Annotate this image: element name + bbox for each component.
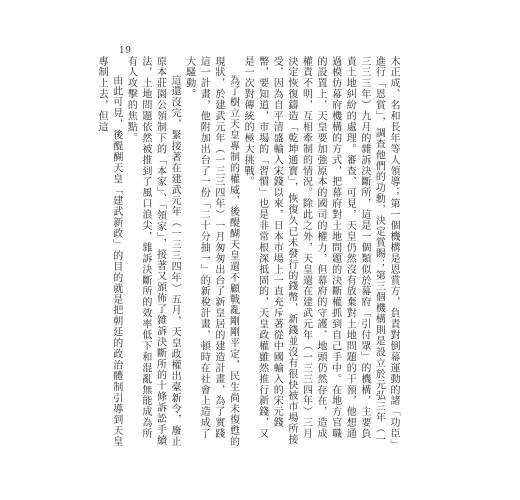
vertical-text-body	[96, 56, 400, 450]
page-number: 19	[119, 46, 132, 56]
paragraph: 這還沒完，緊接著在建武元年（一三三四年）五月，天皇政權出臺新令，廢止原本莊園公領制下的「本家」、「領家」，接著又頒佈了雜訴決斷所的十條訴訟手續法，土地問題依然被推到了風口浪尖，雜訴決斷所的效率低下和混亂無能成為所有人攻擊的焦點。	[125, 56, 181, 448]
paragraph: 木正成、名和長年等人領導；第一個機構是恩賞方，負責對倒幕運動的諸「功臣」進行「恩賞」，調查他們的功勳，決定賞賜；第三個機構則是設立於元弘三年（一三三三年）九月的雜訴決斷所，這是一個類似於幕府「引付眾」的機構，主要負責土地糾紛的處理。審查、可見，天皇仍然沒有放棄對土地問題的干預，他想通過模仿幕府機構的方式，把幕府對土地問題的決斷權抓到自己手中。在地方官職的設置上，天皇要加強原本的國司的權力，但幕府的守護、地頭仍然存在，造成權責不明，互相牽制的情況。除此之外，天皇還在建武元年（一三三四年）三月決定恢復鑄造「乾坤通寶」，恢復久已未發行的錢幣，新錢並沒有很快被市場所接受，因為自平清盛輸入宋錢以來，日本市場上一直充斥著從中國輸入的宋元錢幣，要知道，市場的「習慣」也是非常根深抵固的，天皇政權雖然推行新錢，又是一次對傳統的極大挑戰。	[242, 56, 399, 446]
paragraph: 由此可見，後醍醐天皇「建武新政」的目的就是把朝廷的政治體制引導到天皇專制上去，但這	[96, 56, 122, 448]
paragraph: 為了樹立天皇專制的權威，後醍醐天皇還不顧戰亂剛剛平定，民生尚未復甦的現狀，於建武元年（一三三四年）一月匆匆出台了新皇居的建造計畫，為了實踐這一計畫，他附加出台了一份「二十分抽一」的新稅計畫，頓時在社會上造成了大騷動。	[183, 56, 239, 448]
